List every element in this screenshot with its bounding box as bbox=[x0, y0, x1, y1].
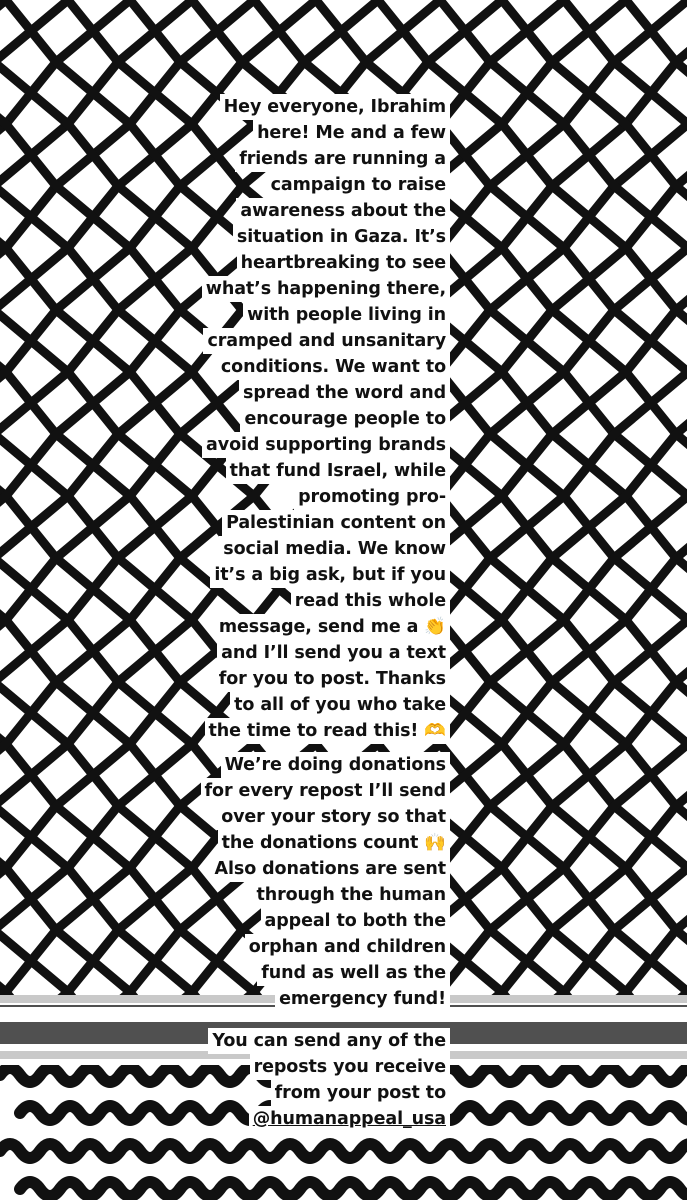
caption-line: reposts you receive bbox=[250, 1054, 450, 1080]
caption-line: Also donations are sent bbox=[211, 856, 450, 882]
caption-line: through the human bbox=[252, 882, 450, 908]
caption-line: for you to post. Thanks bbox=[215, 666, 450, 692]
caption-block-reposts bbox=[208, 1028, 450, 1132]
caption-line: appeal to both the bbox=[261, 908, 450, 934]
caption-line: You can send any of the bbox=[208, 1028, 450, 1054]
caption-line: Palestinian content on bbox=[222, 510, 450, 536]
caption-line: promoting pro- bbox=[294, 484, 450, 510]
caption-line: what’s happening there, bbox=[202, 276, 450, 302]
caption-line: heartbreaking to see bbox=[237, 250, 450, 276]
caption-line: awareness about the bbox=[236, 198, 450, 224]
caption-line: and I’ll send you a text bbox=[217, 640, 450, 666]
caption-line: from your post to bbox=[271, 1080, 450, 1106]
caption-line: that fund Israel, while bbox=[226, 458, 450, 484]
caption-line: with people living in bbox=[243, 302, 450, 328]
caption-line: We’re doing donations bbox=[221, 752, 450, 778]
caption-line: social media. We know bbox=[219, 536, 450, 562]
caption-line: campaign to raise bbox=[267, 172, 450, 198]
wave-mark bbox=[660, 1106, 687, 1120]
caption-block-intro bbox=[202, 94, 450, 744]
caption-line: read this whole bbox=[291, 588, 450, 614]
caption-line: conditions. We want to bbox=[217, 354, 450, 380]
caption-line: encourage people to bbox=[240, 406, 450, 432]
caption-line: for every repost I’ll send bbox=[201, 778, 450, 804]
caption-line: to all of you who take bbox=[230, 692, 450, 718]
caption-line: the time to read this! 🫶 bbox=[205, 718, 450, 744]
caption-line: the donations count 🙌 bbox=[218, 830, 450, 856]
caption-line: avoid supporting brands bbox=[202, 432, 450, 458]
caption-line: spread the word and bbox=[239, 380, 450, 406]
mention-link[interactable]: @humanappeal_usa bbox=[249, 1106, 450, 1132]
caption-line: situation in Gaza. It’s bbox=[233, 224, 450, 250]
caption-line: here! Me and a few bbox=[253, 120, 450, 146]
caption-line: it’s a big ask, but if you bbox=[210, 562, 450, 588]
caption-line: message, send me a 👏 bbox=[215, 614, 450, 640]
wave-mark bbox=[660, 1182, 687, 1196]
caption-line: emergency fund! bbox=[275, 986, 450, 1012]
caption-line: friends are running a bbox=[235, 146, 450, 172]
caption-line: over your story so that bbox=[217, 804, 450, 830]
caption-block-donations bbox=[201, 752, 450, 1012]
caption-line: Hey everyone, Ibrahim bbox=[220, 94, 450, 120]
caption-line: orphan and children bbox=[245, 934, 450, 960]
caption-line: cramped and unsanitary bbox=[203, 328, 450, 354]
caption-line: fund as well as the bbox=[257, 960, 450, 986]
